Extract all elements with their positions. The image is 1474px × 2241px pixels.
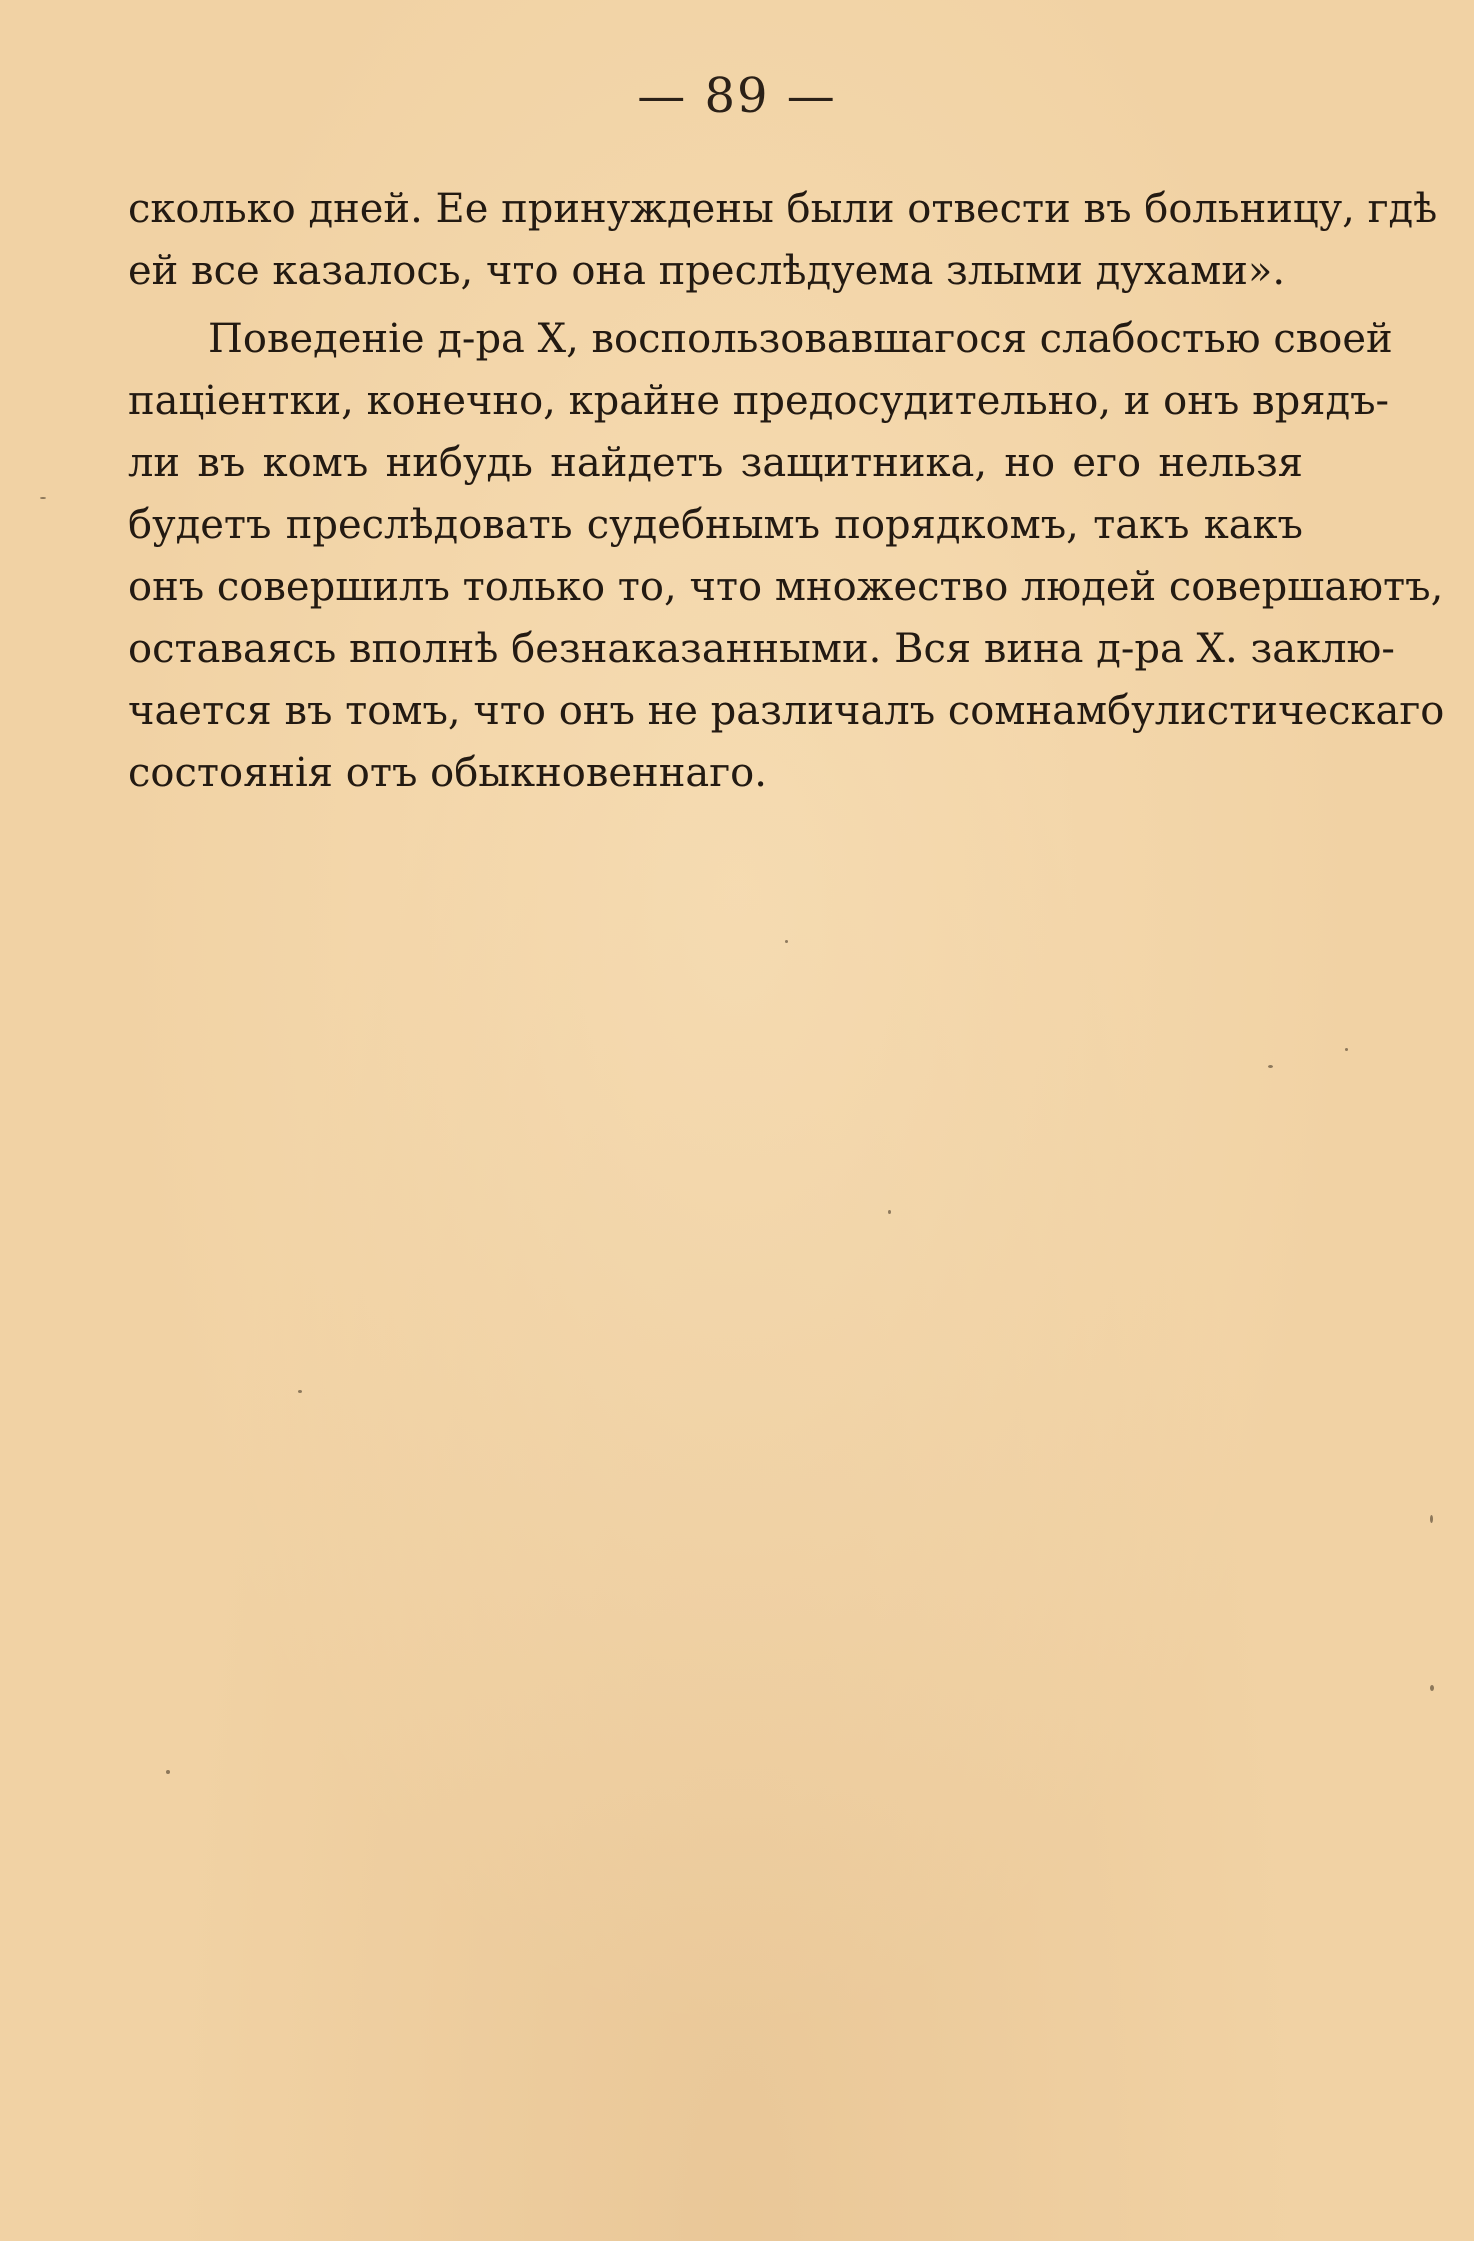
- paper-speck: [785, 940, 788, 943]
- paper-speck: [1345, 1048, 1348, 1051]
- text-line: ли въ комъ нибудь найдетъ защитника, но его нельзя: [128, 440, 1303, 486]
- text-line: чается въ томъ, что онъ не различалъ сомнамбулистическаго: [128, 688, 1445, 734]
- text-line: сколько дней. Ее принуждены были отвести въ больницу, гдѣ: [128, 186, 1438, 232]
- paragraph-1: [128, 178, 1438, 302]
- text-line: будетъ преслѣдовать судебнымъ порядкомъ, такъ какъ: [128, 502, 1303, 548]
- text-line: онъ совершилъ только то, что множество людей совершаютъ,: [128, 564, 1444, 610]
- paper-speck: [1430, 1515, 1433, 1523]
- paper-speck: [166, 1770, 170, 1774]
- paper-speck: [40, 497, 46, 499]
- text-line: состоянія отъ обыкновеннаго.: [128, 750, 767, 796]
- text-line: Поведеніе д-ра X, воспользовавшагося слабостью своей: [208, 316, 1393, 362]
- paragraph-2: [128, 308, 1445, 804]
- paper-speck: [298, 1390, 302, 1393]
- page-number: — 89 —: [637, 68, 837, 124]
- text-line: паціентки, конечно, крайне предосудительно, и онъ врядъ-: [128, 378, 1390, 424]
- text-line: ей все казалось, что она преслѣдуема злыми духами».: [128, 248, 1286, 294]
- body-text: [128, 178, 1445, 804]
- paper-speck: [1268, 1065, 1273, 1068]
- text-line: оставаясь вполнѣ безнаказанными. Вся вина д-ра X. заклю-: [128, 626, 1395, 672]
- paper-speck: [888, 1210, 891, 1214]
- paper-speck: [1430, 1685, 1434, 1691]
